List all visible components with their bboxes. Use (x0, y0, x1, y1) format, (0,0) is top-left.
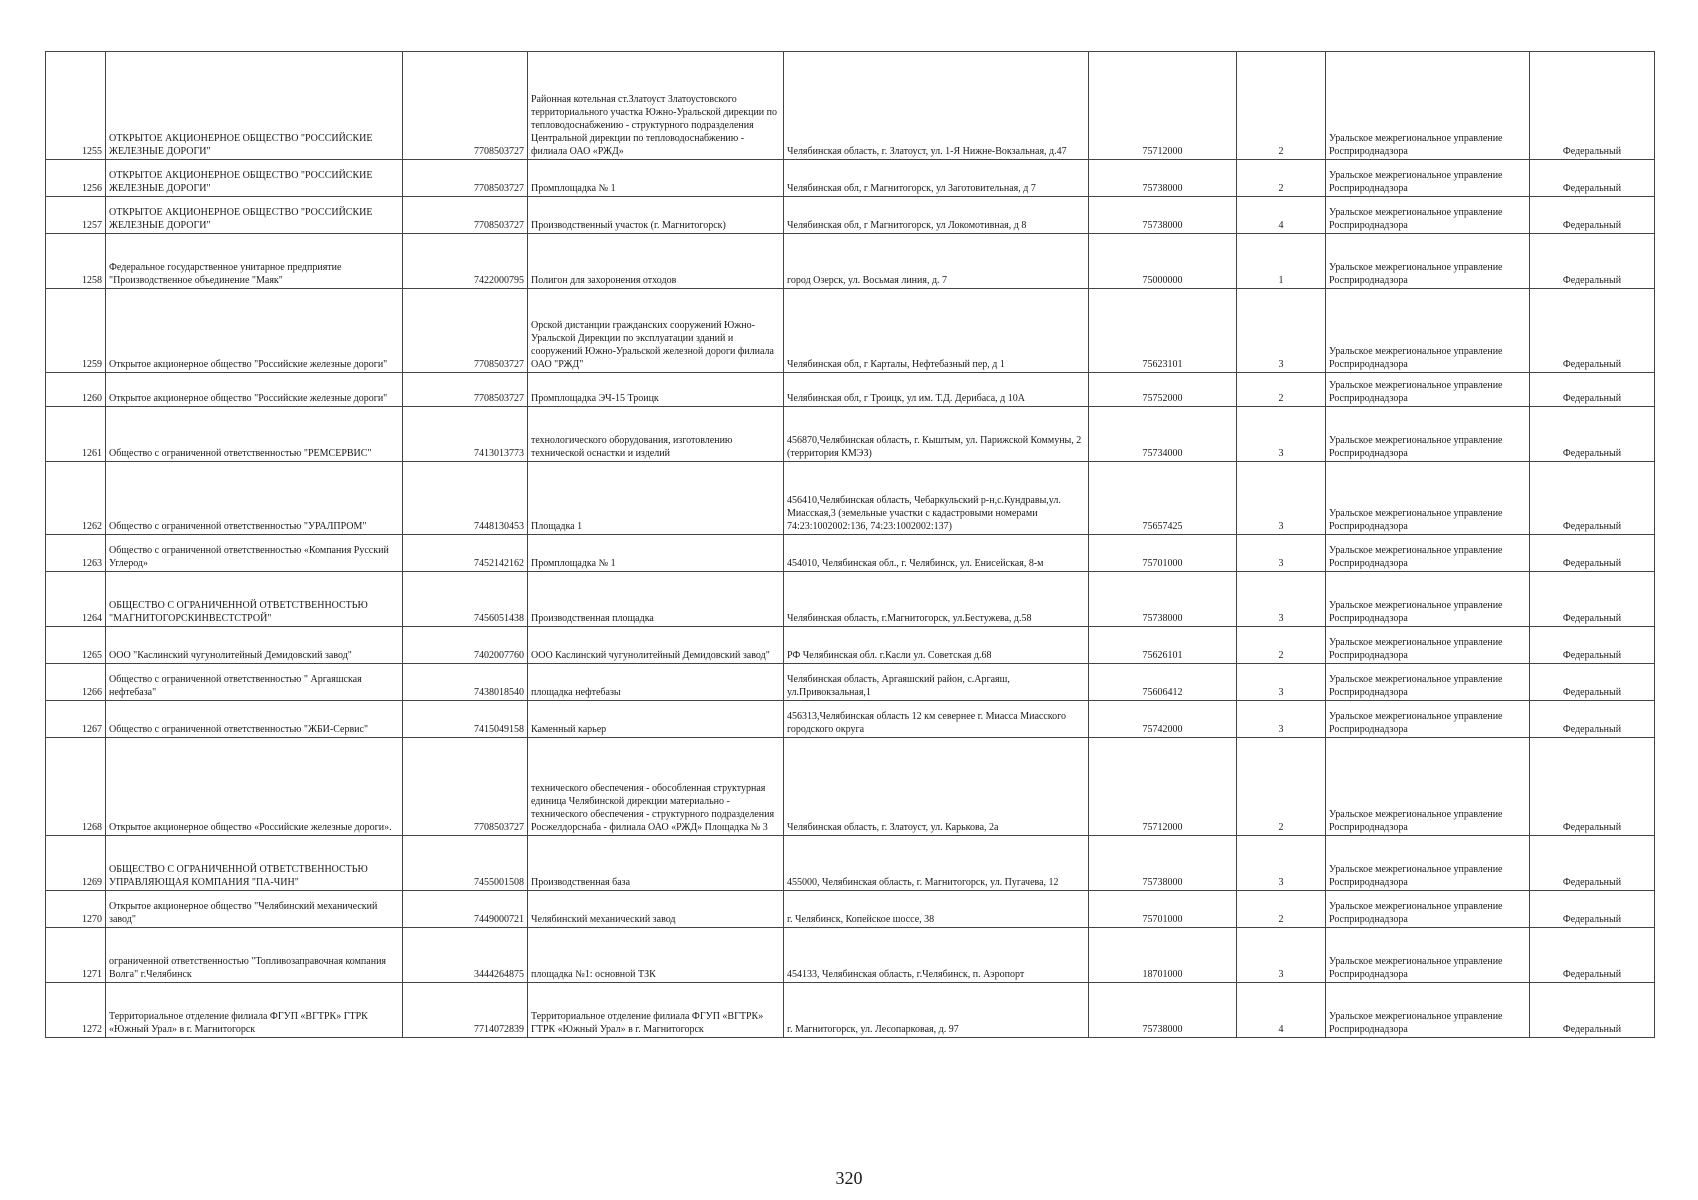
inn-cell: 7402007760 (403, 627, 528, 664)
organization-name-cell: ОТКРЫТОЕ АКЦИОНЕРНОЕ ОБЩЕСТВО "РОССИЙСКИЕ ЖЕЛЕЗНЫЕ ДОРОГИ" (106, 52, 403, 160)
supervision-level-cell: Федеральный (1530, 738, 1655, 836)
row-number-cell: 1263 (46, 535, 106, 572)
row-number-cell: 1269 (46, 836, 106, 891)
inn-cell: 7708503727 (403, 52, 528, 160)
address-cell: 456870,Челябинская область, г. Кыштым, ул. Парижской Коммуны, 2 (территория КМЭЗ) (784, 407, 1089, 462)
table-row (46, 535, 1655, 572)
category-cell: 3 (1237, 928, 1326, 983)
object-name-cell: Каменный карьер (528, 701, 784, 738)
organization-name-cell: ограниченной ответственностью "Топливозаправочная компания Волга" г.Челябинск (106, 928, 403, 983)
address-cell: Челябинская область, Аргаяшский район, с.Аргаяш, ул.Привокзальная,1 (784, 664, 1089, 701)
supervision-level-cell: Федеральный (1530, 462, 1655, 535)
address-cell: Челябинская область, г.Магнитогорск, ул.Бестужева, д.58 (784, 572, 1089, 627)
organization-name-cell: Общество с ограниченной ответственностью " Аргаяшская нефтебаза" (106, 664, 403, 701)
agency-cell: Уральское межрегиональное управление Росприроднадзора (1326, 627, 1530, 664)
okato-code-cell: 75657425 (1089, 462, 1237, 535)
inn-cell: 7456051438 (403, 572, 528, 627)
address-cell: Челябинская область, г. Златоуст, ул. Карькова, 2а (784, 738, 1089, 836)
category-cell: 3 (1237, 289, 1326, 373)
agency-cell: Уральское межрегиональное управление Росприроднадзора (1326, 407, 1530, 462)
address-cell: Челябинская обл, г Карталы, Нефтебазный пер, д 1 (784, 289, 1089, 373)
organization-name-cell: ООО "Каслинский чугунолитейный Демидовский завод" (106, 627, 403, 664)
supervision-level-cell: Федеральный (1530, 407, 1655, 462)
supervision-level-cell: Федеральный (1530, 535, 1655, 572)
category-cell: 2 (1237, 891, 1326, 928)
inn-cell: 7438018540 (403, 664, 528, 701)
category-cell: 4 (1237, 983, 1326, 1038)
category-cell: 3 (1237, 462, 1326, 535)
inn-cell: 7415049158 (403, 701, 528, 738)
okato-code-cell: 75742000 (1089, 701, 1237, 738)
supervision-level-cell: Федеральный (1530, 197, 1655, 234)
okato-code-cell: 75752000 (1089, 373, 1237, 407)
organization-name-cell: Территориальное отделение филиала ФГУП «ВГТРК» ГТРК «Южный Урал» в г. Магнитогорск (106, 983, 403, 1038)
object-name-cell: площадка №1: основной ТЗК (528, 928, 784, 983)
object-name-cell: технологического оборудования, изготовлению технической оснастки и изделий (528, 407, 784, 462)
object-name-cell: ООО Каслинский чугунолитейный Демидовский завод" (528, 627, 784, 664)
category-cell: 2 (1237, 52, 1326, 160)
supervision-level-cell: Федеральный (1530, 52, 1655, 160)
supervision-level-cell: Федеральный (1530, 627, 1655, 664)
supervision-level-cell: Федеральный (1530, 983, 1655, 1038)
organization-name-cell: Открытое акционерное общество "Российские железные дороги" (106, 289, 403, 373)
okato-code-cell: 75606412 (1089, 664, 1237, 701)
address-cell: 456410,Челябинская область, Чебаркульский р-н,с.Кундравы,ул. Миасская,3 (земельные участки с кадастровыми номерами 74:23:1002002:136, 74:23:1002002:137) (784, 462, 1089, 535)
row-number-cell: 1264 (46, 572, 106, 627)
agency-cell: Уральское межрегиональное управление Росприроднадзора (1326, 701, 1530, 738)
table-row (46, 234, 1655, 289)
supervision-level-cell: Федеральный (1530, 373, 1655, 407)
category-cell: 4 (1237, 197, 1326, 234)
page-number: 320 (835, 1168, 863, 1188)
address-cell: город Озерск, ул. Восьмая линия, д. 7 (784, 234, 1089, 289)
organization-name-cell: Открытое акционерное общество "Российские железные дороги" (106, 373, 403, 407)
row-number-cell: 1258 (46, 234, 106, 289)
row-number-cell: 1256 (46, 160, 106, 197)
inn-cell: 7422000795 (403, 234, 528, 289)
category-cell: 3 (1237, 572, 1326, 627)
organization-name-cell: Открытое акционерное общество "Челябинский механический завод" (106, 891, 403, 928)
category-cell: 1 (1237, 234, 1326, 289)
table-row (46, 289, 1655, 373)
agency-cell: Уральское межрегиональное управление Росприроднадзора (1326, 160, 1530, 197)
row-number-cell: 1261 (46, 407, 106, 462)
address-cell: Челябинская обл, г Магнитогорск, ул Локомотивная, д 8 (784, 197, 1089, 234)
inn-cell: 3444264875 (403, 928, 528, 983)
agency-cell: Уральское межрегиональное управление Росприроднадзора (1326, 535, 1530, 572)
inn-cell: 7708503727 (403, 738, 528, 836)
supervision-level-cell: Федеральный (1530, 234, 1655, 289)
category-cell: 3 (1237, 836, 1326, 891)
address-cell: Челябинская обл, г Магнитогорск, ул Заготовительная, д 7 (784, 160, 1089, 197)
organization-name-cell: ОБЩЕСТВО С ОГРАНИЧЕННОЙ ОТВЕТСТВЕННОСТЬЮ "МАГНИТОГОРСКИНВЕСТСТРОЙ" (106, 572, 403, 627)
okato-code-cell: 75738000 (1089, 197, 1237, 234)
supervision-level-cell: Федеральный (1530, 160, 1655, 197)
supervision-level-cell: Федеральный (1530, 572, 1655, 627)
okato-code-cell: 75000000 (1089, 234, 1237, 289)
address-cell: Челябинская область, г. Златоуст, ул. 1-Я Нижне-Вокзальная, д.47 (784, 52, 1089, 160)
okato-code-cell: 75712000 (1089, 738, 1237, 836)
category-cell: 3 (1237, 701, 1326, 738)
agency-cell: Уральское межрегиональное управление Росприроднадзора (1326, 234, 1530, 289)
agency-cell: Уральское межрегиональное управление Росприроднадзора (1326, 891, 1530, 928)
agency-cell: Уральское межрегиональное управление Росприроднадзора (1326, 462, 1530, 535)
table-row (46, 701, 1655, 738)
inn-cell: 7448130453 (403, 462, 528, 535)
table-row (46, 373, 1655, 407)
address-cell: 456313,Челябинская область 12 км севернее г. Миасса Миасского городского округа (784, 701, 1089, 738)
category-cell: 2 (1237, 373, 1326, 407)
inn-cell: 7714072839 (403, 983, 528, 1038)
organization-name-cell: ОТКРЫТОЕ АКЦИОНЕРНОЕ ОБЩЕСТВО "РОССИЙСКИЕ ЖЕЛЕЗНЫЕ ДОРОГИ" (106, 197, 403, 234)
category-cell: 3 (1237, 407, 1326, 462)
category-cell: 2 (1237, 738, 1326, 836)
inn-cell: 7708503727 (403, 373, 528, 407)
row-number-cell: 1270 (46, 891, 106, 928)
object-name-cell: Промплощадка № 1 (528, 535, 784, 572)
object-name-cell: технического обеспечения - обособленная структурная единица Челябинской дирекции материально - технического обеспечения - структурного подразделения Росжелдорснаба - филиала ОАО «РЖД» Площадка № 3 (528, 738, 784, 836)
okato-code-cell: 75738000 (1089, 160, 1237, 197)
organization-name-cell: ОТКРЫТОЕ АКЦИОНЕРНОЕ ОБЩЕСТВО "РОССИЙСКИЕ ЖЕЛЕЗНЫЕ ДОРОГИ" (106, 160, 403, 197)
object-name-cell: площадка нефтебазы (528, 664, 784, 701)
organization-name-cell: ОБЩЕСТВО С ОГРАНИЧЕННОЙ ОТВЕТСТВЕННОСТЬЮ УПРАВЛЯЮЩАЯ КОМПАНИЯ "ПА-ЧИН" (106, 836, 403, 891)
table-row (46, 664, 1655, 701)
object-name-cell: Промплощадка ЭЧ-15 Троицк (528, 373, 784, 407)
okato-code-cell: 75623101 (1089, 289, 1237, 373)
okato-code-cell: 75712000 (1089, 52, 1237, 160)
organization-name-cell: Открытое акционерное общество «Российские железные дороги». (106, 738, 403, 836)
table-row (46, 407, 1655, 462)
row-number-cell: 1257 (46, 197, 106, 234)
object-name-cell: Площадка 1 (528, 462, 784, 535)
agency-cell: Уральское межрегиональное управление Росприроднадзора (1326, 289, 1530, 373)
table-row (46, 160, 1655, 197)
table-row (46, 928, 1655, 983)
object-name-cell: Полигон для захоронения отходов (528, 234, 784, 289)
object-name-cell: Производственная площадка (528, 572, 784, 627)
table-row (46, 627, 1655, 664)
agency-cell: Уральское межрегиональное управление Росприроднадзора (1326, 572, 1530, 627)
table-row (46, 462, 1655, 535)
inn-cell: 7708503727 (403, 289, 528, 373)
agency-cell: Уральское межрегиональное управление Росприроднадзора (1326, 664, 1530, 701)
inn-cell: 7455001508 (403, 836, 528, 891)
table-row (46, 836, 1655, 891)
row-number-cell: 1268 (46, 738, 106, 836)
object-name-cell: Территориальное отделение филиала ФГУП «ВГТРК» ГТРК «Южный Урал» в г. Магнитогорск (528, 983, 784, 1038)
supervision-level-cell: Федеральный (1530, 928, 1655, 983)
category-cell: 3 (1237, 535, 1326, 572)
agency-cell: Уральское межрегиональное управление Росприроднадзора (1326, 373, 1530, 407)
okato-code-cell: 75738000 (1089, 983, 1237, 1038)
object-name-cell: Орской дистанции гражданских сооружений Южно-Уральской Дирекции по эксплуатации зданий и сооружений Южно-Уральской железной дороги филиала ОАО "РЖД" (528, 289, 784, 373)
row-number-cell: 1271 (46, 928, 106, 983)
table-row (46, 52, 1655, 160)
row-number-cell: 1267 (46, 701, 106, 738)
object-name-cell: Челябинский механический завод (528, 891, 784, 928)
object-name-cell: Районная котельная ст.Златоуст Златоустовского территориального участка Южно-Уральской дирекции по тепловодоснабжению - структурного подразделения Центральной дирекции по тепловодоснабжению - филиала ОАО «РЖД» (528, 52, 784, 160)
supervision-level-cell: Федеральный (1530, 836, 1655, 891)
object-name-cell: Промплощадка № 1 (528, 160, 784, 197)
row-number-cell: 1272 (46, 983, 106, 1038)
address-cell: 454133, Челябинская область, г.Челябинск, п. Аэропорт (784, 928, 1089, 983)
category-cell: 3 (1237, 664, 1326, 701)
table-row (46, 738, 1655, 836)
supervision-level-cell: Федеральный (1530, 701, 1655, 738)
row-number-cell: 1265 (46, 627, 106, 664)
table-row (46, 572, 1655, 627)
address-cell: г. Челябинск, Копейское шоссе, 38 (784, 891, 1089, 928)
agency-cell: Уральское межрегиональное управление Росприроднадзора (1326, 197, 1530, 234)
inn-cell: 7708503727 (403, 197, 528, 234)
table-row (46, 197, 1655, 234)
object-name-cell: Производственный участок (г. Магнитогорск) (528, 197, 784, 234)
category-cell: 2 (1237, 627, 1326, 664)
table-row (46, 891, 1655, 928)
organization-name-cell: Общество с ограниченной ответственностью "УРАЛПРОМ" (106, 462, 403, 535)
agency-cell: Уральское межрегиональное управление Росприроднадзора (1326, 983, 1530, 1038)
supervision-level-cell: Федеральный (1530, 664, 1655, 701)
okato-code-cell: 75738000 (1089, 572, 1237, 627)
organization-name-cell: Федеральное государственное унитарное предприятие "Производственное объединение "Маяк" (106, 234, 403, 289)
organization-name-cell: Общество с ограниченной ответственностью "РЕМСЕРВИС" (106, 407, 403, 462)
supervision-level-cell: Федеральный (1530, 289, 1655, 373)
address-cell: 454010, Челябинская обл., г. Челябинск, ул. Енисейская, 8-м (784, 535, 1089, 572)
okato-code-cell: 75701000 (1089, 891, 1237, 928)
row-number-cell: 1260 (46, 373, 106, 407)
row-number-cell: 1255 (46, 52, 106, 160)
address-cell: Челябинская обл, г Троицк, ул им. Т.Д. Дерибаса, д 10А (784, 373, 1089, 407)
organization-name-cell: Общество с ограниченной ответственностью "ЖБИ-Сервис" (106, 701, 403, 738)
agency-cell: Уральское межрегиональное управление Росприроднадзора (1326, 738, 1530, 836)
address-cell: 455000, Челябинская область, г. Магнитогорск, ул. Пугачева, 12 (784, 836, 1089, 891)
organization-name-cell: Общество с ограниченной ответственностью «Компания Русский Углерод» (106, 535, 403, 572)
okato-code-cell: 18701000 (1089, 928, 1237, 983)
row-number-cell: 1262 (46, 462, 106, 535)
table-row (46, 983, 1655, 1038)
okato-code-cell: 75734000 (1089, 407, 1237, 462)
okato-code-cell: 75701000 (1089, 535, 1237, 572)
registry-table (45, 51, 1655, 1038)
agency-cell: Уральское межрегиональное управление Росприроднадзора (1326, 52, 1530, 160)
inn-cell: 7413013773 (403, 407, 528, 462)
row-number-cell: 1259 (46, 289, 106, 373)
inn-cell: 7452142162 (403, 535, 528, 572)
okato-code-cell: 75738000 (1089, 836, 1237, 891)
supervision-level-cell: Федеральный (1530, 891, 1655, 928)
inn-cell: 7708503727 (403, 160, 528, 197)
okato-code-cell: 75626101 (1089, 627, 1237, 664)
agency-cell: Уральское межрегиональное управление Росприроднадзора (1326, 928, 1530, 983)
category-cell: 2 (1237, 160, 1326, 197)
agency-cell: Уральское межрегиональное управление Росприроднадзора (1326, 836, 1530, 891)
row-number-cell: 1266 (46, 664, 106, 701)
object-name-cell: Производственная база (528, 836, 784, 891)
inn-cell: 7449000721 (403, 891, 528, 928)
address-cell: РФ Челябинская обл. г.Касли ул. Советская д.68 (784, 627, 1089, 664)
address-cell: г. Магнитогорск, ул. Лесопарковая, д. 97 (784, 983, 1089, 1038)
